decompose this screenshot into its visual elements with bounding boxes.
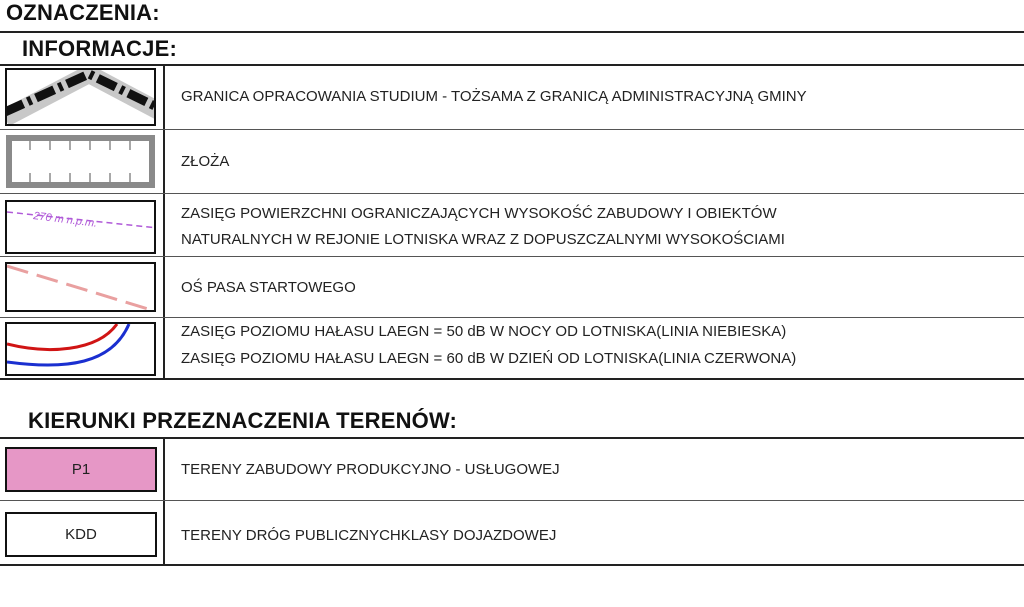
legend-description: ZASIĘG POWIERZCHNI OGRANICZAJĄCYCH WYSOKOŚĆ ZABUDOWY I OBIEKTÓW	[181, 205, 777, 222]
section-title-informacje: INFORMACJE:	[22, 36, 177, 61]
divider	[0, 129, 1024, 130]
legend-description: ZASIĘG POZIOMU HAŁASU LAEGN = 60 dB W DZIEŃ OD LOTNISKA(LINIA CZERWONA)	[181, 350, 797, 367]
legend-description: NATURALNYCH W REJONIE LOTNISKA WRAZ Z DOPUSZCZALNYMI WYSOKOŚCIAMI	[181, 231, 785, 248]
legend-description: TERENY DRÓG PUBLICZNYCHKLASY DOJAZDOWEJ	[181, 527, 557, 544]
land-use-code-p1: P1	[5, 447, 157, 492]
deposit-gray-frame-icon	[5, 134, 156, 189]
divider	[0, 437, 1024, 439]
height-limit-dashed-icon	[5, 200, 156, 254]
divider	[0, 378, 1024, 380]
runway-axis-line-icon	[5, 262, 156, 312]
divider	[0, 256, 1024, 257]
divider	[0, 500, 1024, 501]
legend-description: ZASIĘG POZIOMU HAŁASU LAEGN = 50 dB W NOCY OD LOTNISKA(LINIA NIEBIESKA)	[181, 323, 787, 340]
divider	[0, 31, 1024, 33]
divider	[0, 64, 1024, 66]
legend-description: GRANICA OPRACOWANIA STUDIUM - TOŻSAMA Z GRANICĄ ADMINISTRACYJNĄ GMINY	[181, 88, 807, 105]
noise-curves-icon	[5, 322, 156, 376]
legend-description: OŚ PASA STARTOWEGO	[181, 279, 356, 296]
column-divider	[163, 64, 165, 380]
land-use-code-kdd: KDD	[5, 512, 157, 557]
legend-description: TERENY ZABUDOWY PRODUKCYJNO - USŁUGOWEJ	[181, 461, 560, 478]
height-limit-label: 270 m n.p.m.	[32, 210, 98, 230]
legend-description: ZŁOŻA	[181, 153, 230, 170]
legend-title: OZNACZENIA:	[6, 0, 160, 25]
divider	[0, 193, 1024, 194]
boundary-dash-dot-icon	[5, 68, 156, 126]
section-title-kierunki: KIERUNKI PRZEZNACZENIA TERENÓW:	[28, 408, 458, 433]
divider	[0, 564, 1024, 566]
divider	[0, 317, 1024, 318]
column-divider	[163, 437, 165, 565]
